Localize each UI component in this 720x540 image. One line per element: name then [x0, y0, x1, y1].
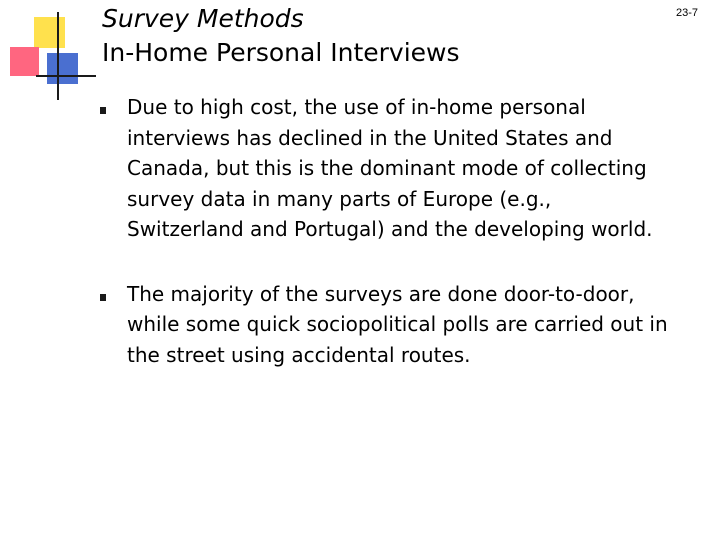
logo-vertical-line — [57, 12, 59, 100]
bullet-line: The majority of the surveys are done door-to-door, — [127, 281, 635, 306]
bullet-square-icon — [100, 294, 106, 301]
logo-pink-square — [10, 47, 39, 76]
bullet-line: survey data in many parts of Europe (e.g., — [127, 186, 552, 211]
slide-number: 23-7 — [675, 7, 698, 19]
slide-subtitle: In-Home Personal Interviews — [102, 38, 460, 67]
bullet-text — [127, 279, 702, 371]
bullet-item — [96, 92, 702, 245]
bullet-text — [127, 92, 702, 245]
bullet-line: the street using accidental routes. — [127, 342, 471, 367]
bullet-line: Canada, but this is the dominant mode of collecting — [127, 156, 647, 180]
slide-title: Survey Methods — [102, 4, 304, 33]
bullet-square-icon — [100, 107, 106, 114]
bullet-line: while some quick sociopolitical polls are carried out in — [127, 312, 668, 336]
bullet-item — [96, 279, 702, 371]
bullet-line: Due to high cost, the use of in-home personal — [127, 95, 586, 119]
logo-horizontal-line — [36, 75, 96, 77]
bullet-line: interviews has declined in the United States and — [127, 125, 613, 150]
logo-yellow-square — [34, 17, 65, 48]
slide-logo-decoration — [0, 0, 110, 100]
bullet-list — [96, 92, 702, 404]
bullet-line: Switzerland and Portugal) and the developing world. — [127, 217, 653, 241]
logo-blue-square — [47, 53, 78, 84]
